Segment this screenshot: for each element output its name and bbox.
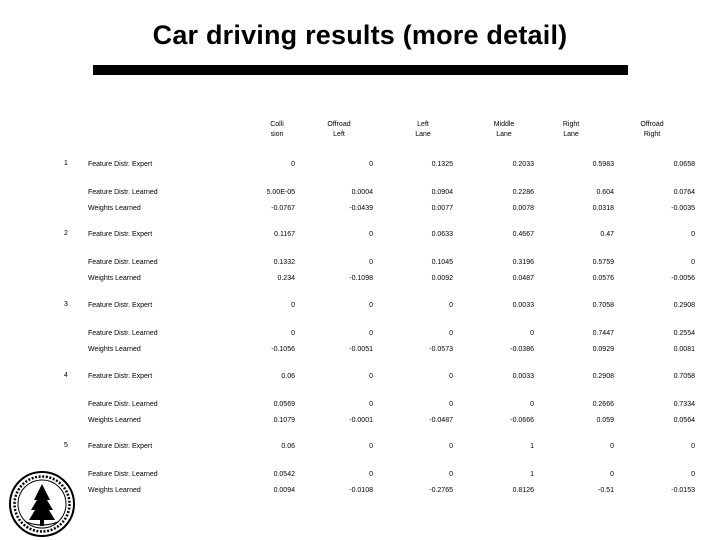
table-cell: 0.2666 bbox=[592, 401, 614, 408]
table-cell: 0 bbox=[449, 443, 453, 450]
table-cell: 0 bbox=[449, 401, 453, 408]
group-index: 4 bbox=[64, 372, 68, 379]
table-cell: -0.0666 bbox=[510, 417, 534, 424]
table-cell: -0.0386 bbox=[510, 346, 534, 353]
group-index: 1 bbox=[64, 160, 68, 167]
table-cell: 0.1167 bbox=[274, 231, 295, 238]
column-header: Colli sion bbox=[270, 121, 284, 138]
column-header: Left Lane bbox=[415, 121, 431, 138]
table-cell: 0.7058 bbox=[673, 373, 695, 380]
table-cell: 0.0564 bbox=[673, 417, 695, 424]
table-cell: 0.06 bbox=[281, 443, 295, 450]
column-header: Middle Lane bbox=[493, 121, 515, 138]
table-cell: 0.0764 bbox=[673, 189, 695, 196]
row-label: Weights Learned bbox=[88, 417, 141, 424]
table-cell: 0 bbox=[369, 471, 373, 478]
table-cell: 0 bbox=[369, 373, 373, 380]
table-cell: 0.059 bbox=[596, 417, 614, 424]
table-cell: 0.1332 bbox=[273, 259, 295, 266]
row-label: Weights Learned bbox=[88, 205, 141, 212]
table-cell: 0.47 bbox=[600, 231, 614, 238]
row-label: Feature Distr. Learned bbox=[88, 471, 158, 478]
table-cell: 0 bbox=[691, 231, 695, 238]
table-cell: 0.5759 bbox=[592, 259, 614, 266]
table-cell: 0.604 bbox=[596, 189, 614, 196]
table-cell: 0 bbox=[530, 401, 534, 408]
table-cell: 0.0569 bbox=[273, 401, 295, 408]
table-cell: 0 bbox=[369, 302, 373, 309]
table-cell: 0.06 bbox=[281, 373, 295, 380]
table-cell: 0.1045 bbox=[431, 259, 453, 266]
table-cell: 0 bbox=[449, 330, 453, 337]
table-cell: 0.3196 bbox=[512, 259, 534, 266]
table-cell: 0.7334 bbox=[673, 401, 695, 408]
table-cell: 0.0576 bbox=[592, 275, 614, 282]
table-cell: 5.00E-05 bbox=[266, 189, 295, 196]
row-label: Feature Distr. Learned bbox=[88, 259, 158, 266]
table-cell: 0 bbox=[530, 330, 534, 337]
table-cell: 0.0487 bbox=[512, 275, 534, 282]
table-cell: -0.0035 bbox=[671, 205, 695, 212]
table-cell: -0.0051 bbox=[349, 346, 373, 353]
table-cell: 0.5983 bbox=[592, 161, 614, 168]
table-cell: 0 bbox=[291, 161, 295, 168]
table-cell: 0.0542 bbox=[273, 471, 295, 478]
table-cell: 0.1325 bbox=[431, 161, 453, 168]
table-cell: 0.2908 bbox=[592, 373, 614, 380]
table-cell: 0.7058 bbox=[592, 302, 614, 309]
table-cell: 0 bbox=[449, 302, 453, 309]
table-cell: -0.0056 bbox=[671, 275, 695, 282]
table-cell: -0.0439 bbox=[349, 205, 373, 212]
table-cell: 0 bbox=[369, 401, 373, 408]
table-cell: 0.0633 bbox=[431, 231, 453, 238]
table-cell: 0 bbox=[691, 471, 695, 478]
table-cell: 0.0904 bbox=[431, 189, 453, 196]
table-cell: 0.2286 bbox=[512, 189, 534, 196]
row-label: Feature Distr. Expert bbox=[88, 373, 153, 380]
table-cell: 0 bbox=[691, 443, 695, 450]
group-index: 3 bbox=[64, 301, 68, 308]
table-cell: 0 bbox=[449, 373, 453, 380]
row-label: Feature Distr. Expert bbox=[88, 443, 153, 450]
table-cell: 0.7447 bbox=[592, 330, 614, 337]
row-label: Weights Learned bbox=[88, 346, 141, 353]
table-cell: -0.0108 bbox=[349, 487, 373, 494]
table-cell: -0.1056 bbox=[271, 346, 295, 353]
row-label: Weights Learned bbox=[88, 275, 141, 282]
group-index: 5 bbox=[64, 442, 68, 449]
table-cell: 0 bbox=[369, 330, 373, 337]
table-cell: 0 bbox=[291, 330, 295, 337]
table-cell: -0.1098 bbox=[349, 275, 373, 282]
row-label: Feature Distr. Learned bbox=[88, 330, 158, 337]
row-label: Feature Distr. Expert bbox=[88, 302, 153, 309]
table-cell: 0.0081 bbox=[673, 346, 695, 353]
slide-title: Car driving results (more detail) bbox=[152, 20, 568, 50]
table-cell: 0 bbox=[449, 471, 453, 478]
table-cell: 0 bbox=[369, 259, 373, 266]
column-header: Right Lane bbox=[562, 121, 580, 138]
table-cell: -0.0573 bbox=[429, 346, 453, 353]
table-cell: 0.0077 bbox=[431, 205, 453, 212]
table-cell: 0 bbox=[610, 443, 614, 450]
table-cell: 0.0929 bbox=[592, 346, 614, 353]
row-label: Feature Distr. Expert bbox=[88, 231, 153, 238]
table-cell: 0.0318 bbox=[592, 205, 614, 212]
column-header: Offroad Right bbox=[640, 121, 664, 138]
row-label: Feature Distr. Learned bbox=[88, 401, 158, 408]
table-cell: 1 bbox=[530, 471, 534, 478]
table-cell: -0.0153 bbox=[671, 487, 695, 494]
table-cell: -0.0767 bbox=[271, 205, 295, 212]
table-cell: 0.0094 bbox=[273, 487, 295, 494]
column-header: Offroad Left bbox=[327, 121, 351, 138]
table-cell: 0 bbox=[691, 259, 695, 266]
table-cell: 0.0092 bbox=[431, 275, 453, 282]
table-cell: 0.0033 bbox=[512, 373, 534, 380]
table-cell: 0.0078 bbox=[512, 205, 534, 212]
row-label: Feature Distr. Learned bbox=[88, 189, 158, 196]
university-seal-logo bbox=[8, 470, 76, 538]
table-cell: 0 bbox=[369, 231, 373, 238]
table-cell: 0.2033 bbox=[512, 161, 534, 168]
group-index: 2 bbox=[64, 230, 68, 237]
table-cell: 0.1079 bbox=[273, 417, 295, 424]
row-label: Feature Distr. Expert bbox=[88, 161, 153, 168]
table-cell: 0.2908 bbox=[673, 302, 695, 309]
table-cell: -0.51 bbox=[598, 487, 614, 494]
table-cell: 0.234 bbox=[277, 275, 295, 282]
table-cell: 0 bbox=[610, 471, 614, 478]
table-cell: -0.0001 bbox=[349, 417, 373, 424]
table-cell: 0.0033 bbox=[512, 302, 534, 309]
row-label: Weights Learned bbox=[88, 487, 141, 494]
table-cell: 0 bbox=[291, 302, 295, 309]
table-cell: 1 bbox=[530, 443, 534, 450]
table-cell: 0.2554 bbox=[673, 330, 695, 337]
table-cell: 0 bbox=[369, 443, 373, 450]
table-cell: 0.0658 bbox=[673, 161, 695, 168]
table-cell: 0.4667 bbox=[512, 231, 534, 238]
table-cell: 0.8126 bbox=[512, 487, 534, 494]
table-cell: 0 bbox=[369, 161, 373, 168]
table-cell: 0.0004 bbox=[351, 189, 373, 196]
table-cell: -0.0487 bbox=[429, 417, 453, 424]
table-cell: -0.2765 bbox=[429, 487, 453, 494]
